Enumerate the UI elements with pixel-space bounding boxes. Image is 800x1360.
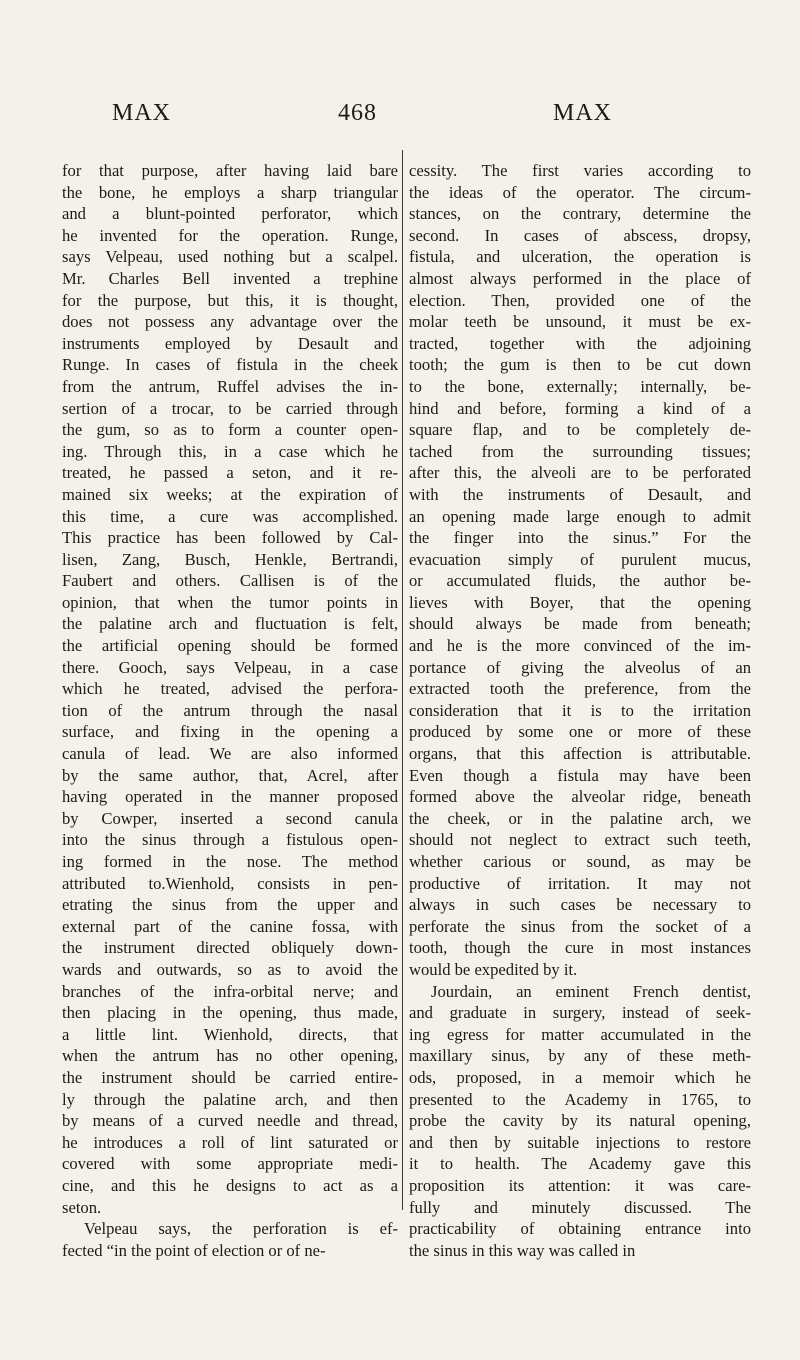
text-line: produced by some one or more of these bbox=[409, 722, 751, 742]
text-line: Even though a fistula may have been bbox=[409, 765, 751, 785]
text-line: stances, on the contrary, determine the bbox=[409, 204, 751, 224]
text-line: probe the cavity by its natural opening, bbox=[409, 1111, 751, 1131]
text-line: organs, that this affection is attributable. bbox=[409, 744, 751, 764]
text-line: instruments employed by Desault and bbox=[62, 333, 398, 353]
text-line: cessity. The first varies according to bbox=[409, 161, 751, 180]
text-line: it to health. The Academy gave this bbox=[409, 1154, 751, 1174]
left-text-column bbox=[62, 160, 398, 1350]
text-line: whether carious or sound, as may be bbox=[409, 852, 751, 871]
column-divider bbox=[402, 150, 403, 1210]
text-line: Mr. Charles Bell invented a trephine bbox=[62, 268, 398, 288]
text-line: Runge. In cases of fistula in the cheek bbox=[62, 355, 398, 375]
text-line: maxillary sinus, by any of these meth- bbox=[409, 1046, 751, 1066]
text-line: tooth, though the cure in most instances bbox=[409, 938, 751, 958]
page-number: 468 bbox=[338, 100, 377, 126]
text-line: evacuation simply of purulent mucus, bbox=[409, 549, 751, 569]
text-line: the bone, he employs a sharp triangular bbox=[62, 182, 398, 202]
text-line: the cheek, or in the palatine arch, we bbox=[409, 808, 751, 828]
right-text-column bbox=[409, 160, 751, 1350]
header-right-word: MAX bbox=[552, 100, 612, 126]
text-line: by means of a curved needle and thread, bbox=[62, 1111, 398, 1131]
text-line: to the bone, externally; internally, be- bbox=[409, 376, 751, 396]
text-line: a little lint. Wienhold, directs, that bbox=[62, 1024, 398, 1044]
text-line: does not possess any advantage over the bbox=[62, 312, 398, 332]
text-line: when the antrum has no other opening, bbox=[62, 1046, 398, 1066]
text-line: fected “in the point of election or of ne- bbox=[62, 1240, 326, 1260]
text-line: and a blunt-pointed perforator, which bbox=[62, 204, 398, 224]
text-line: extracted tooth the preference, from the bbox=[409, 679, 751, 699]
text-line: should always be made from beneath; bbox=[409, 614, 751, 634]
text-line: the gum, so as to form a counter open- bbox=[62, 420, 398, 440]
text-line: by the same author, that, Acrel, after bbox=[62, 765, 398, 785]
text-line: sertion of a trocar, to be carried through bbox=[62, 398, 398, 418]
text-line: or accumulated fluids, the author be- bbox=[409, 571, 751, 591]
text-line: election. Then, provided one of the bbox=[409, 290, 751, 310]
text-line: the sinus in this way was called in bbox=[409, 1240, 636, 1260]
text-line: practicability of obtaining entrance into bbox=[409, 1219, 751, 1239]
text-line: the instrument should be carried entire- bbox=[62, 1067, 398, 1087]
text-line: the palatine arch and fluctuation is felt, bbox=[62, 614, 398, 634]
text-line: lieves with Boyer, that the opening bbox=[409, 592, 751, 612]
text-line: says Velpeau, used nothing but a scalpel. bbox=[62, 247, 398, 267]
text-line: opinion, that when the tumor points in bbox=[62, 592, 398, 612]
text-line: This practice has been followed by Cal- bbox=[62, 528, 398, 548]
text-line: he invented for the operation. Runge, bbox=[62, 225, 398, 245]
text-line: should not neglect to extract such teeth, bbox=[409, 830, 751, 850]
text-line: which he treated, advised the perfora- bbox=[62, 679, 398, 699]
running-header bbox=[112, 100, 612, 134]
text-line: square flap, and to be completely de- bbox=[409, 420, 751, 440]
text-line: for the purpose, but this, it is thought, bbox=[62, 290, 398, 310]
text-line: productive of irritation. It may not bbox=[409, 873, 751, 893]
text-line: seton. bbox=[62, 1197, 102, 1217]
text-line: attributed to.Wienhold, consists in pen- bbox=[62, 873, 398, 893]
text-line: for that purpose, after having laid bare bbox=[62, 161, 398, 180]
text-line: always in such cases be necessary to bbox=[409, 895, 751, 915]
text-line: second. In cases of abscess, dropsy, bbox=[409, 225, 751, 245]
text-line: Velpeau says, the perforation is ef- bbox=[84, 1219, 398, 1239]
text-line: fistula, and ulceration, the operation is bbox=[409, 247, 751, 267]
text-line: fully and minutely discussed. The bbox=[409, 1197, 751, 1217]
text-line: canula of lead. We are also informed bbox=[62, 744, 398, 764]
text-line: would be expedited by it. bbox=[409, 959, 578, 979]
text-line: tached from the surrounding tissues; bbox=[409, 441, 751, 461]
text-line: wards and outwards, so as to avoid the bbox=[62, 959, 398, 979]
text-line: ing egress for matter accumulated in the bbox=[409, 1024, 751, 1044]
text-line: from the antrum, Ruffel advises the in- bbox=[62, 376, 398, 396]
text-line: tion of the antrum through the nasal bbox=[62, 700, 398, 720]
text-line: ing. Through this, in a case which he bbox=[62, 441, 398, 461]
text-line: tooth; the gum is then to be cut down bbox=[409, 355, 751, 375]
text-line: having operated in the manner proposed bbox=[62, 787, 398, 807]
text-line: with the instruments of Desault, and bbox=[409, 484, 751, 504]
text-line: the instrument directed obliquely down- bbox=[62, 938, 398, 958]
text-line: treated, he passed a seton, and it re- bbox=[62, 463, 398, 483]
text-line: external part of the canine fossa, with bbox=[62, 916, 398, 936]
text-line: by Cowper, inserted a second canula bbox=[62, 808, 398, 828]
text-line: this time, a cure was accomplished. bbox=[62, 506, 398, 526]
text-line: portance of giving the alveolus of an bbox=[409, 657, 751, 677]
text-line: into the sinus through a fistulous open- bbox=[62, 830, 398, 850]
text-line: presented to the Academy in 1765, to bbox=[409, 1089, 751, 1109]
text-line: and graduate in surgery, instead of seek- bbox=[409, 1003, 751, 1023]
text-line: perforate the sinus from the socket of a bbox=[409, 916, 751, 936]
text-line: Faubert and others. Callisen is of the bbox=[62, 571, 398, 591]
text-line: cine, and this he designs to act as a bbox=[62, 1175, 398, 1195]
text-line: the ideas of the operator. The circum- bbox=[409, 182, 751, 202]
text-line: consideration that it is to the irritation bbox=[409, 700, 751, 720]
text-line: covered with some appropriate medi- bbox=[62, 1154, 398, 1174]
text-line: after this, the alveoli are to be perforated bbox=[409, 463, 751, 483]
text-line: an opening made large enough to admit bbox=[409, 506, 751, 526]
text-line: ing formed in the nose. The method bbox=[62, 852, 398, 871]
text-line: surface, and fixing in the opening a bbox=[62, 722, 398, 742]
text-line: hind and before, forming a kind of a bbox=[409, 398, 751, 418]
text-line: Jourdain, an eminent French dentist, bbox=[431, 981, 751, 1001]
text-line: molar teeth be unsound, it must be ex- bbox=[409, 312, 751, 332]
text-line: tracted, together with the adjoining bbox=[409, 333, 751, 353]
text-line: the artificial opening should be formed bbox=[62, 636, 398, 656]
text-line: and he is the more convinced of the im- bbox=[409, 636, 751, 656]
text-line: ly through the palatine arch, and then bbox=[62, 1089, 398, 1109]
text-line: he introduces a roll of lint saturated or bbox=[62, 1132, 398, 1152]
text-line: almost always performed in the place of bbox=[409, 268, 751, 288]
text-line: and then by suitable injections to restore bbox=[409, 1132, 751, 1152]
text-line: branches of the infra-orbital nerve; and bbox=[62, 981, 398, 1001]
text-line: there. Gooch, says Velpeau, in a case bbox=[62, 657, 398, 677]
text-line: lisen, Zang, Busch, Henkle, Bertrandi, bbox=[62, 549, 398, 569]
text-line: etrating the sinus from the upper and bbox=[62, 895, 398, 915]
header-left-word: MAX bbox=[112, 100, 172, 126]
text-line: formed above the alveolar ridge, beneath bbox=[409, 787, 751, 807]
text-line: ods, proposed, in a memoir which he bbox=[409, 1067, 751, 1087]
text-line: the finger into the sinus.” For the bbox=[409, 528, 751, 548]
text-line: then placing in the opening, thus made, bbox=[62, 1003, 398, 1023]
text-line: mained six weeks; at the expiration of bbox=[62, 484, 398, 504]
text-line: proposition its attention: it was care- bbox=[409, 1175, 751, 1195]
